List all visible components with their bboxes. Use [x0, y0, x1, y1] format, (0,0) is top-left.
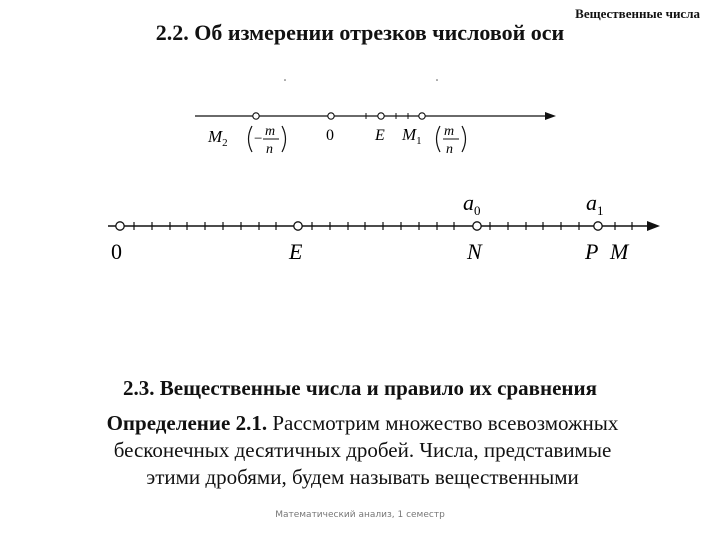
- fraction-num-m1: m: [444, 124, 455, 139]
- header-topic-tag: Вещественные числа: [575, 6, 700, 21]
- point-zero-top: [328, 113, 334, 119]
- bottom-axis-arrowhead: [647, 221, 660, 231]
- paren-right-m1: [462, 126, 466, 152]
- point-zero-bottom: [116, 222, 124, 230]
- label-zero-bottom: 0: [111, 239, 122, 264]
- footer-course-label: Математический анализ, 1 семестр: [275, 510, 445, 520]
- top-number-axis: [195, 112, 556, 157]
- fraction-den-m2: n: [266, 142, 273, 157]
- top-axis-arrowhead: [545, 112, 556, 120]
- point-p: [594, 222, 602, 230]
- definition-line-1: Рассмотрим множество всевозможных: [267, 411, 619, 435]
- point-e-top: [378, 113, 384, 119]
- section-title-measuring: 2.2. Об измерении отрезков числовой оси: [155, 20, 565, 45]
- paren-left-m1: [437, 126, 441, 152]
- fraction-den-m1: n: [446, 142, 453, 157]
- definition-line-3: этими дробями, будем называть вещественными: [146, 465, 579, 489]
- definition-label: Определение 2.1.: [106, 411, 268, 435]
- definition-line-2: бесконечных десятичных дробей. Числа, представимые: [113, 438, 612, 462]
- point-m1: [419, 113, 425, 119]
- label-m2: $M_2$: [208, 127, 228, 149]
- label-e-top: E: [375, 127, 385, 144]
- point-m2: [253, 113, 259, 119]
- label-m1: $M_1$: [402, 125, 422, 147]
- label-m: M: [610, 239, 629, 264]
- paren-left-m2: [249, 126, 253, 152]
- minus-sign-m2: −: [254, 131, 263, 147]
- point-n: [473, 222, 481, 230]
- paren-right-m2: [282, 126, 286, 152]
- label-p: P: [585, 239, 599, 264]
- label-n: N: [467, 239, 482, 264]
- stray-dot: [436, 79, 438, 81]
- label-e-bottom: E: [289, 239, 303, 264]
- fraction-num-m2: m: [265, 124, 276, 139]
- point-e-bottom: [294, 222, 302, 230]
- label-a1: $a_1$: [586, 190, 604, 218]
- bottom-number-axis: [108, 190, 660, 264]
- stray-dot: [284, 79, 286, 81]
- label-zero-top: 0: [326, 127, 334, 144]
- definition-paragraph: [30, 410, 695, 491]
- label-a0: $a_0$: [463, 190, 481, 218]
- section-title-real-numbers: 2.3. Вещественные числа и правило их сравнения: [123, 376, 597, 400]
